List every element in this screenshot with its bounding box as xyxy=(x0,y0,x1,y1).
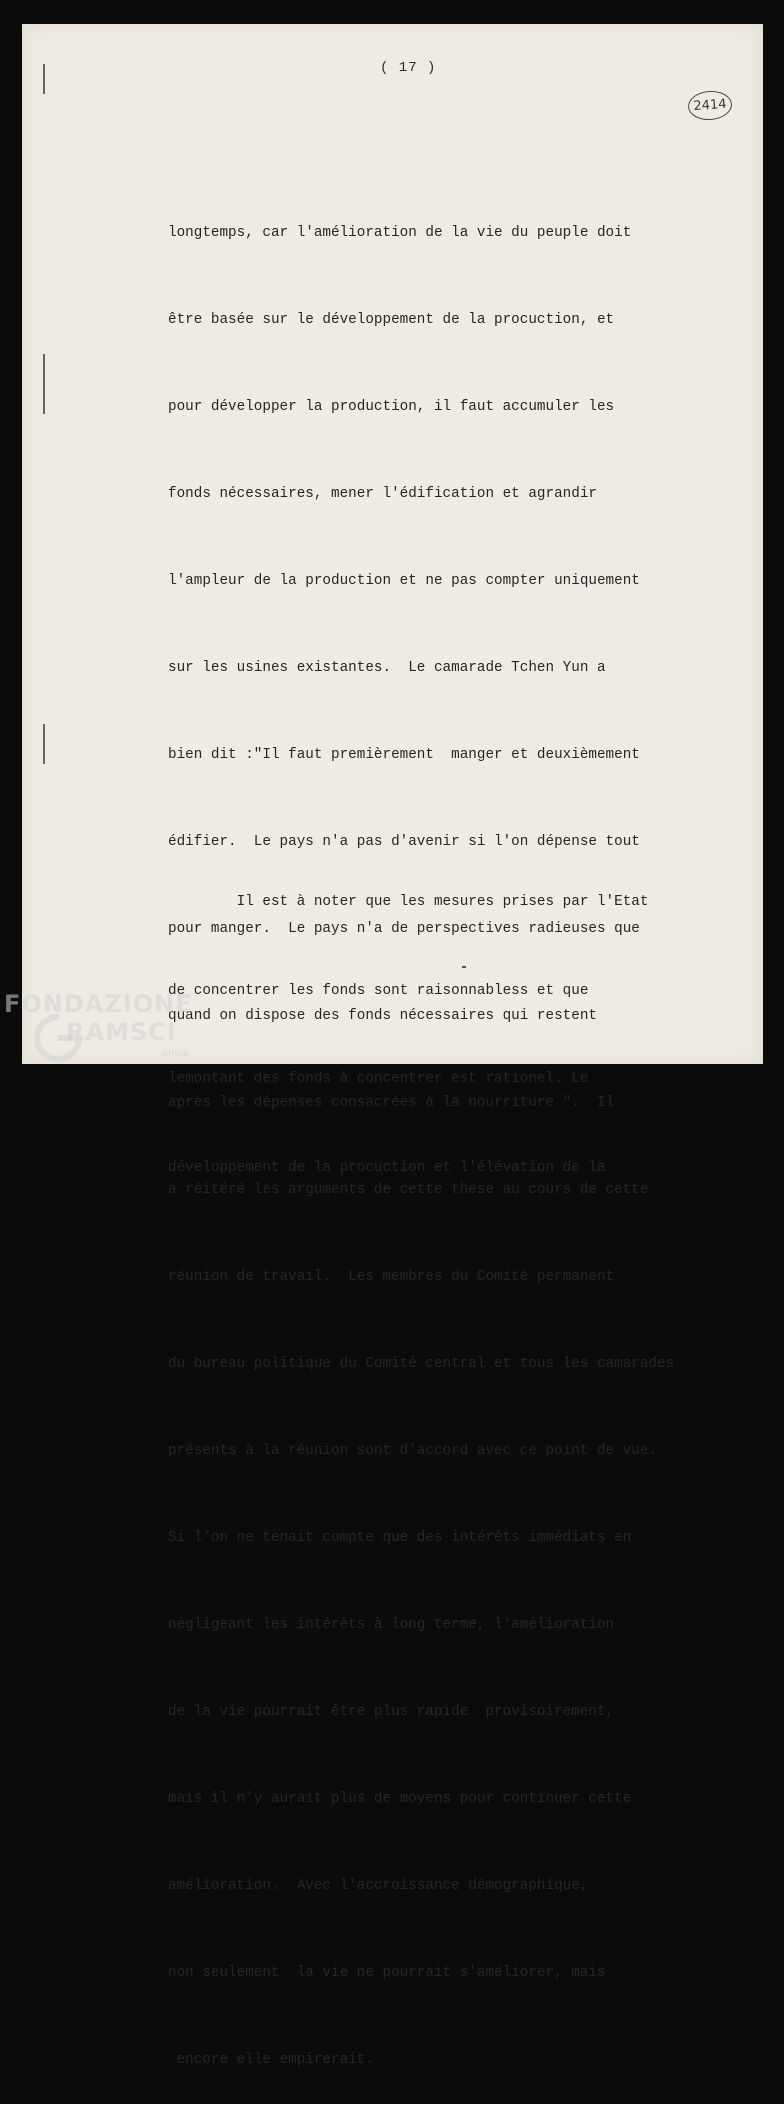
text-line: pour manger. Le pays n'a de perspectives radieuses que xyxy=(168,921,640,937)
watermark-line-1: FONDAZIONE xyxy=(4,990,193,1018)
text-line: présents à la réunion sont d'accord avec ce point de vue. xyxy=(168,1443,658,1459)
text-line: l'ampleur de la production et ne pas compter uniquement xyxy=(168,573,640,589)
text-line: bien dit :"Il faut premièrement manger et deuxièmement xyxy=(168,747,640,763)
text-line: de la vie pourrait être plus rapide provisoirement, xyxy=(168,1704,615,1720)
page-edge-mark xyxy=(43,724,45,764)
text-line: amélioration. Avec l'accroissance démographique, xyxy=(168,1878,589,1894)
text-line: être basée sur le développement de la procuction, et xyxy=(168,312,615,328)
text-line: pour développer la production, il faut accumuler les xyxy=(168,399,615,415)
page-edge-mark xyxy=(43,64,45,94)
text-line: Si l'on ne tenait compte que des intérêts immédiats en xyxy=(168,1530,632,1546)
text-line: Il est à noter que les mesures prises par l'Etat xyxy=(168,894,649,910)
text-line: réunion de travail. Les membres du Comité permanent xyxy=(168,1269,615,1285)
text-line: a réitéré les arguments de cette thèse au cours de cette xyxy=(168,1182,649,1198)
text-line: après les dépenses consacrées à la nourriture ". Il xyxy=(168,1095,615,1111)
archive-number: 2414 xyxy=(692,96,728,115)
watermark-line-2: RAMSCI xyxy=(66,1018,177,1046)
text-line: du bureau politique du Comité central et tous les camarades xyxy=(168,1356,675,1372)
text-line: encore elle empirerait. xyxy=(168,2052,374,2068)
text-line: développement de la procuction et l'élévation de la xyxy=(168,1159,606,1176)
text-line: longtemps, car l'amélioration de la vie du peuple doit xyxy=(168,225,632,241)
text-line: quand on dispose des fonds nécessaires qui restent xyxy=(168,1008,597,1024)
watermark-suffix: onlus xyxy=(162,1048,189,1059)
watermark-logo xyxy=(4,990,204,1080)
text-line: lemontant des fonds à concentrer est rationel. Le xyxy=(168,1071,589,1087)
text-line: fonds nécessaires, mener l'édification et agrandir xyxy=(168,486,597,502)
text-line: sur les usines existantes. Le camarade Tchen Yun a xyxy=(168,660,606,676)
text-line: négligeant les intérêts à long terme, l'amélioration xyxy=(168,1617,615,1633)
text-line: non seulement la vie ne pourrait s'améliorer, mais xyxy=(168,1965,606,1981)
text-line: édifier. Le pays n'a pas d'avenir si l'on dépense tout xyxy=(168,834,640,850)
ink-speck xyxy=(462,966,466,968)
paragraph-2 xyxy=(168,829,728,1213)
page-number: ( 17 ) xyxy=(380,60,437,76)
text-line: mais il n'y aurait plus de moyens pour continuer cette xyxy=(168,1791,632,1807)
page-edge-mark xyxy=(43,354,45,414)
text-line: de concentrer les fonds sont raisonnabless et que xyxy=(168,982,589,999)
